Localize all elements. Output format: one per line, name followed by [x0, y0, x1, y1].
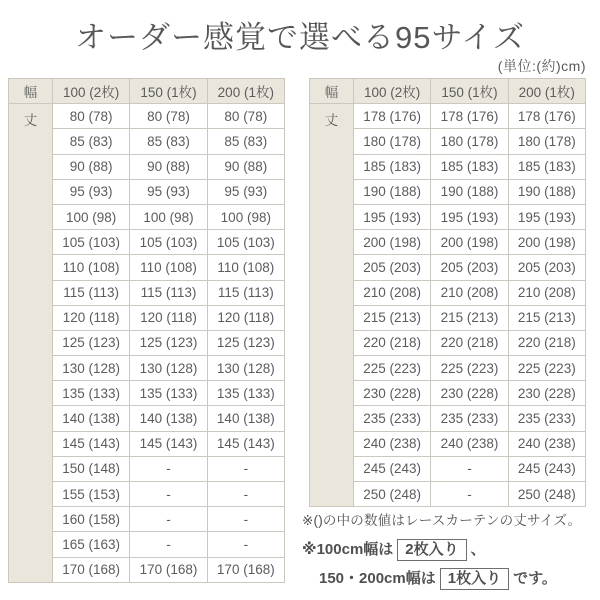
size-cell: 220 (218)	[508, 330, 585, 355]
size-cell: 178 (176)	[353, 104, 430, 129]
size-cell: 110 (108)	[53, 255, 130, 280]
size-cell: 215 (213)	[508, 305, 585, 330]
size-table-left	[8, 78, 285, 583]
size-cell: 165 (163)	[53, 532, 130, 557]
size-cell: 205 (203)	[431, 255, 508, 280]
size-cell: 125 (123)	[130, 330, 207, 355]
size-cell: 80 (78)	[130, 104, 207, 129]
size-cell: 105 (103)	[207, 230, 284, 255]
size-cell: 230 (228)	[508, 381, 585, 406]
size-cell: -	[130, 507, 207, 532]
size-cell: 195 (193)	[353, 204, 430, 229]
size-cell: 120 (118)	[53, 305, 130, 330]
size-cell: 190 (188)	[353, 179, 430, 204]
size-cell: 125 (123)	[53, 330, 130, 355]
size-cell: 145 (143)	[53, 431, 130, 456]
size-cell: 110 (108)	[207, 255, 284, 280]
size-table-right	[309, 78, 586, 507]
size-cell: 220 (218)	[353, 330, 430, 355]
size-cell: 230 (228)	[431, 381, 508, 406]
footnote-100cm-comma: 、	[470, 541, 486, 558]
size-cell: 85 (83)	[207, 129, 284, 154]
size-cell: 178 (176)	[508, 104, 585, 129]
size-cell: 215 (213)	[431, 305, 508, 330]
size-cell: 115 (113)	[53, 280, 130, 305]
size-cell: 200 (198)	[508, 230, 585, 255]
size-cell: 185 (183)	[508, 154, 585, 179]
one-panel-badge: 1枚入り	[440, 568, 509, 590]
size-cell: 220 (218)	[431, 330, 508, 355]
footnote-150-200cm-suffix: です。	[513, 570, 557, 587]
size-cell: 155 (153)	[53, 482, 130, 507]
size-cell: 100 (98)	[207, 204, 284, 229]
size-cell: 205 (203)	[508, 255, 585, 280]
footnote-100cm-text: ※100cm幅は	[302, 541, 394, 558]
size-cell: 210 (208)	[508, 280, 585, 305]
size-cell: 240 (238)	[508, 431, 585, 456]
size-cell: 95 (93)	[53, 179, 130, 204]
size-cell: 135 (133)	[207, 381, 284, 406]
size-cell: -	[207, 507, 284, 532]
footnote-100cm	[302, 539, 581, 561]
size-cell: 95 (93)	[130, 179, 207, 204]
size-cell: 135 (133)	[130, 381, 207, 406]
size-cell: -	[207, 482, 284, 507]
size-cell: 235 (233)	[353, 406, 430, 431]
size-cell: 185 (183)	[431, 154, 508, 179]
size-cell: 240 (238)	[431, 431, 508, 456]
size-cell: 130 (128)	[207, 356, 284, 381]
size-cell: 80 (78)	[53, 104, 130, 129]
size-cell: 230 (228)	[353, 381, 430, 406]
size-cell: 190 (188)	[508, 179, 585, 204]
row-axis-label: 丈	[309, 104, 353, 507]
size-cell: 125 (123)	[207, 330, 284, 355]
size-cell: 225 (223)	[353, 356, 430, 381]
size-cell: 145 (143)	[207, 431, 284, 456]
size-cell: 200 (198)	[353, 230, 430, 255]
size-cell: 115 (113)	[207, 280, 284, 305]
size-cell: 140 (138)	[130, 406, 207, 431]
size-cell: 195 (193)	[508, 204, 585, 229]
size-cell: 135 (133)	[53, 381, 130, 406]
size-cell: 185 (183)	[353, 154, 430, 179]
size-cell: 235 (233)	[431, 406, 508, 431]
size-cell: -	[130, 456, 207, 481]
size-cell: 120 (118)	[130, 305, 207, 330]
size-cell: 178 (176)	[431, 104, 508, 129]
size-cell: 115 (113)	[130, 280, 207, 305]
size-cell: 80 (78)	[207, 104, 284, 129]
size-cell: 120 (118)	[207, 305, 284, 330]
size-cell: 145 (143)	[130, 431, 207, 456]
column-header: 200 (1枚)	[508, 79, 585, 104]
size-cell: 180 (178)	[353, 129, 430, 154]
size-cell: 90 (88)	[130, 154, 207, 179]
size-cell: 90 (88)	[207, 154, 284, 179]
column-header: 幅	[309, 79, 353, 104]
column-header: 150 (1枚)	[431, 79, 508, 104]
size-cell: 170 (168)	[53, 557, 130, 582]
column-header: 200 (1枚)	[207, 79, 284, 104]
size-cell: 210 (208)	[353, 280, 430, 305]
size-cell: 245 (243)	[508, 456, 585, 481]
size-cell: -	[130, 532, 207, 557]
size-cell: 95 (93)	[207, 179, 284, 204]
size-cell: 250 (248)	[508, 482, 585, 507]
size-cell: 195 (193)	[431, 204, 508, 229]
size-cell: 110 (108)	[130, 255, 207, 280]
size-cell: 225 (223)	[508, 356, 585, 381]
size-cell: 225 (223)	[431, 356, 508, 381]
size-cell: -	[431, 456, 508, 481]
size-cell: 190 (188)	[431, 179, 508, 204]
two-panel-badge: 2枚入り	[397, 539, 466, 561]
size-cell: -	[130, 482, 207, 507]
size-cell: 140 (138)	[207, 406, 284, 431]
size-cell: 130 (128)	[53, 356, 130, 381]
size-cell: 180 (178)	[508, 129, 585, 154]
size-cell: 140 (138)	[53, 406, 130, 431]
column-header: 150 (1枚)	[130, 79, 207, 104]
size-cell: 130 (128)	[130, 356, 207, 381]
size-cell: 150 (148)	[53, 456, 130, 481]
table-row	[309, 104, 585, 129]
size-cell: 100 (98)	[53, 204, 130, 229]
size-cell: 170 (168)	[207, 557, 284, 582]
table-row	[9, 104, 285, 129]
column-header: 100 (2枚)	[353, 79, 430, 104]
footnote-150-200cm-text: 150・200cm幅は	[319, 570, 436, 587]
size-cell: 100 (98)	[130, 204, 207, 229]
page-title: オーダー感覚で選べる95サイズ	[74, 20, 525, 55]
size-cell: 210 (208)	[431, 280, 508, 305]
size-cell: 105 (103)	[53, 230, 130, 255]
footnote-150-200cm	[319, 568, 581, 590]
footnote-lace-size: ※()の中の数値はレースカーテンの丈サイズ。	[302, 513, 582, 528]
size-cell: 85 (83)	[53, 129, 130, 154]
size-cell: 105 (103)	[130, 230, 207, 255]
size-tables	[8, 78, 586, 583]
size-cell: -	[207, 456, 284, 481]
size-cell: 160 (158)	[53, 507, 130, 532]
size-cell: -	[431, 482, 508, 507]
size-cell: -	[207, 532, 284, 557]
size-cell: 250 (248)	[353, 482, 430, 507]
size-cell: 170 (168)	[130, 557, 207, 582]
size-cell: 215 (213)	[353, 305, 430, 330]
size-cell: 245 (243)	[353, 456, 430, 481]
footnotes	[302, 512, 581, 590]
unit-note: (単位:(約)cm)	[497, 58, 586, 74]
size-cell: 180 (178)	[431, 129, 508, 154]
column-header: 幅	[9, 79, 53, 104]
size-cell: 205 (203)	[353, 255, 430, 280]
size-cell: 235 (233)	[508, 406, 585, 431]
row-axis-label: 丈	[9, 104, 53, 583]
size-cell: 240 (238)	[353, 431, 430, 456]
size-cell: 85 (83)	[130, 129, 207, 154]
size-cell: 200 (198)	[431, 230, 508, 255]
size-cell: 90 (88)	[53, 154, 130, 179]
column-header: 100 (2枚)	[53, 79, 130, 104]
